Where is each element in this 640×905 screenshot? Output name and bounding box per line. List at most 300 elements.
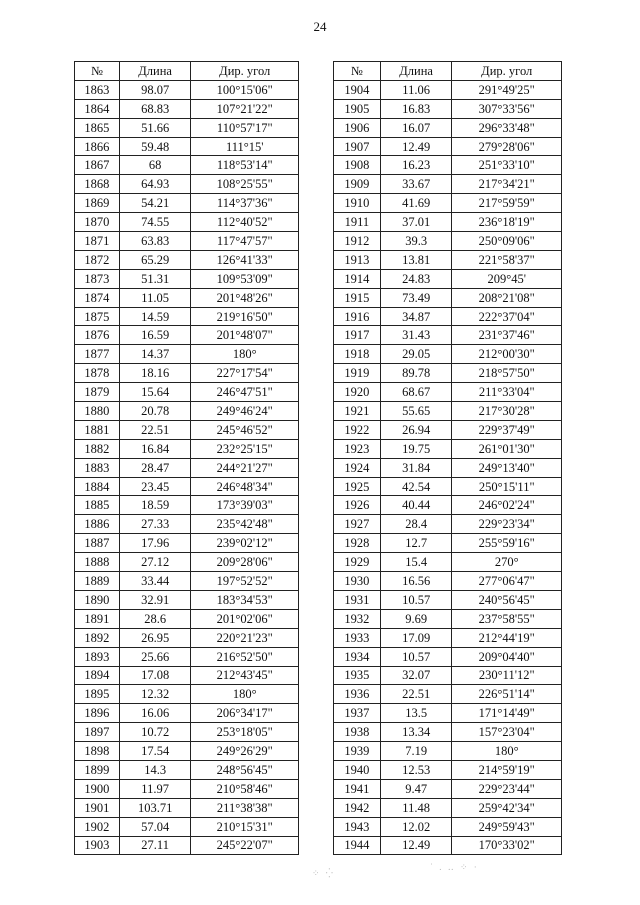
table-row <box>334 647 562 666</box>
table-row <box>334 666 562 685</box>
cell-length: 11.05 <box>119 288 191 307</box>
cell-angle: 180° <box>452 742 562 761</box>
table-row <box>334 439 562 458</box>
cell-angle: 248°56'45" <box>191 760 299 779</box>
cell-number: 1898 <box>75 742 120 761</box>
cell-length: 16.59 <box>119 326 191 345</box>
cell-angle: 211°33'04" <box>452 383 562 402</box>
cell-length: 31.43 <box>380 326 452 345</box>
cell-number: 1879 <box>75 383 120 402</box>
header-number: № <box>75 62 120 81</box>
cell-number: 1900 <box>75 779 120 798</box>
cell-length: 22.51 <box>380 685 452 704</box>
table-header-row <box>75 62 299 81</box>
table-row <box>75 742 299 761</box>
cell-number: 1880 <box>75 402 120 421</box>
cell-number: 1943 <box>334 817 381 836</box>
cell-length: 14.37 <box>119 345 191 364</box>
cell-length: 103.71 <box>119 798 191 817</box>
table-row <box>334 307 562 326</box>
cell-angle: 100°15'06" <box>191 80 299 99</box>
cell-number: 1863 <box>75 80 120 99</box>
table-row <box>75 477 299 496</box>
cell-length: 13.81 <box>380 250 452 269</box>
table-body-left <box>75 80 299 855</box>
table-row <box>334 232 562 251</box>
table-row <box>75 250 299 269</box>
table-row <box>75 383 299 402</box>
cell-angle: 180° <box>191 345 299 364</box>
cell-length: 20.78 <box>119 402 191 421</box>
cell-angle: 212°00'30" <box>452 345 562 364</box>
table-row <box>75 307 299 326</box>
cell-angle: 270° <box>452 553 562 572</box>
cell-length: 16.56 <box>380 572 452 591</box>
table-row <box>334 704 562 723</box>
table-row <box>334 760 562 779</box>
cell-angle: 117°47'57" <box>191 232 299 251</box>
table-row <box>75 194 299 213</box>
cell-length: 16.07 <box>380 118 452 137</box>
cell-angle: 170°33'02" <box>452 836 562 855</box>
table-row <box>334 798 562 817</box>
table-row <box>334 742 562 761</box>
cell-number: 1912 <box>334 232 381 251</box>
table-row <box>334 609 562 628</box>
cell-length: 27.12 <box>119 553 191 572</box>
cell-length: 17.08 <box>119 666 191 685</box>
cell-number: 1920 <box>334 383 381 402</box>
cell-length: 12.02 <box>380 817 452 836</box>
table-row <box>334 345 562 364</box>
cell-number: 1896 <box>75 704 120 723</box>
cell-angle: 157°23'04" <box>452 723 562 742</box>
cell-angle: 239°02'12" <box>191 534 299 553</box>
table-row <box>75 496 299 515</box>
cell-number: 1941 <box>334 779 381 798</box>
table-row <box>334 99 562 118</box>
table-row <box>75 288 299 307</box>
cell-angle: 251°33'10" <box>452 156 562 175</box>
cell-angle: 201°48'07" <box>191 326 299 345</box>
cell-angle: 249°46'24" <box>191 402 299 421</box>
cell-number: 1892 <box>75 628 120 647</box>
table-row <box>334 553 562 572</box>
cell-length: 68 <box>119 156 191 175</box>
cell-length: 26.94 <box>380 420 452 439</box>
table-row <box>75 515 299 534</box>
cell-number: 1926 <box>334 496 381 515</box>
cell-angle: 291°49'25" <box>452 80 562 99</box>
cell-angle: 217°34'21" <box>452 175 562 194</box>
cell-number: 1932 <box>334 609 381 628</box>
cell-angle: 197°52'52" <box>191 572 299 591</box>
cell-length: 10.57 <box>380 647 452 666</box>
cell-length: 23.45 <box>119 477 191 496</box>
table-row <box>334 402 562 421</box>
cell-number: 1944 <box>334 836 381 855</box>
cell-number: 1935 <box>334 666 381 685</box>
cell-length: 12.49 <box>380 137 452 156</box>
cell-number: 1895 <box>75 685 120 704</box>
table-row <box>75 213 299 232</box>
cell-length: 34.87 <box>380 307 452 326</box>
cell-length: 28.6 <box>119 609 191 628</box>
cell-number: 1872 <box>75 250 120 269</box>
cell-angle: 171°14'49" <box>452 704 562 723</box>
table-row <box>75 817 299 836</box>
cell-number: 1882 <box>75 439 120 458</box>
table-row <box>75 628 299 647</box>
cell-angle: 229°37'49" <box>452 420 562 439</box>
cell-length: 68.67 <box>380 383 452 402</box>
cell-angle: 246°48'34" <box>191 477 299 496</box>
table-row <box>334 194 562 213</box>
cell-angle: 114°37'36" <box>191 194 299 213</box>
table-row <box>75 609 299 628</box>
cell-number: 1915 <box>334 288 381 307</box>
cell-angle: 250°15'11" <box>452 477 562 496</box>
table-row <box>75 666 299 685</box>
cell-number: 1929 <box>334 553 381 572</box>
cell-number: 1870 <box>75 213 120 232</box>
cell-length: 10.57 <box>380 590 452 609</box>
cell-angle: 208°21'08" <box>452 288 562 307</box>
table-row <box>75 723 299 742</box>
table-row <box>334 496 562 515</box>
table-row <box>75 420 299 439</box>
cell-length: 27.33 <box>119 515 191 534</box>
cell-number: 1931 <box>334 590 381 609</box>
table-row <box>75 326 299 345</box>
table-row <box>334 326 562 345</box>
cell-angle: 126°41'33" <box>191 250 299 269</box>
cell-length: 13.5 <box>380 704 452 723</box>
cell-number: 1939 <box>334 742 381 761</box>
cell-number: 1933 <box>334 628 381 647</box>
header-number: № <box>334 62 381 81</box>
cell-length: 64.93 <box>119 175 191 194</box>
cell-number: 1899 <box>75 760 120 779</box>
table-row <box>334 779 562 798</box>
table-row <box>334 213 562 232</box>
cell-number: 1908 <box>334 156 381 175</box>
cell-angle: 173°39'03" <box>191 496 299 515</box>
table-row <box>334 288 562 307</box>
cell-number: 1897 <box>75 723 120 742</box>
table-row <box>75 345 299 364</box>
cell-number: 1894 <box>75 666 120 685</box>
cell-number: 1874 <box>75 288 120 307</box>
cell-length: 73.49 <box>380 288 452 307</box>
cell-angle: 210°58'46" <box>191 779 299 798</box>
cell-angle: 245°46'52" <box>191 420 299 439</box>
cell-number: 1901 <box>75 798 120 817</box>
cell-length: 40.44 <box>380 496 452 515</box>
cell-number: 1871 <box>75 232 120 251</box>
table-row <box>334 628 562 647</box>
cell-number: 1891 <box>75 609 120 628</box>
cell-length: 17.96 <box>119 534 191 553</box>
cell-angle: 259°42'34" <box>452 798 562 817</box>
cell-length: 63.83 <box>119 232 191 251</box>
cell-length: 19.75 <box>380 439 452 458</box>
table-row <box>334 269 562 288</box>
cell-angle: 255°59'16" <box>452 534 562 553</box>
cell-length: 74.55 <box>119 213 191 232</box>
cell-length: 32.07 <box>380 666 452 685</box>
cell-angle: 109°53'09" <box>191 269 299 288</box>
cell-angle: 217°59'59" <box>452 194 562 213</box>
table-row <box>75 798 299 817</box>
cell-length: 54.21 <box>119 194 191 213</box>
header-angle: Дир. угол <box>452 62 562 81</box>
cell-length: 15.64 <box>119 383 191 402</box>
scan-smudge: ˙ . ‥ ⁘ · <box>430 862 479 872</box>
cell-number: 1876 <box>75 326 120 345</box>
cell-length: 89.78 <box>380 364 452 383</box>
cell-angle: 250°09'06" <box>452 232 562 251</box>
cell-number: 1923 <box>334 439 381 458</box>
cell-number: 1867 <box>75 156 120 175</box>
cell-number: 1930 <box>334 572 381 591</box>
table-row <box>334 590 562 609</box>
cell-angle: 222°37'04" <box>452 307 562 326</box>
header-angle: Дир. угол <box>191 62 299 81</box>
table-row <box>75 80 299 99</box>
cell-length: 33.44 <box>119 572 191 591</box>
cell-length: 28.4 <box>380 515 452 534</box>
table-header-row <box>334 62 562 81</box>
cell-length: 65.29 <box>119 250 191 269</box>
cell-number: 1927 <box>334 515 381 534</box>
cell-length: 18.59 <box>119 496 191 515</box>
cell-angle: 253°18'05" <box>191 723 299 742</box>
table-row <box>75 439 299 458</box>
table-row <box>334 477 562 496</box>
cell-number: 1893 <box>75 647 120 666</box>
cell-angle: 246°47'51" <box>191 383 299 402</box>
cell-angle: 232°25'15" <box>191 439 299 458</box>
cell-length: 15.4 <box>380 553 452 572</box>
cell-angle: 108°25'55" <box>191 175 299 194</box>
cell-angle: 249°13'40" <box>452 458 562 477</box>
cell-angle: 209°45' <box>452 269 562 288</box>
cell-angle: 211°38'38" <box>191 798 299 817</box>
cell-length: 13.34 <box>380 723 452 742</box>
cell-angle: 226°51'14" <box>452 685 562 704</box>
table-row <box>75 269 299 288</box>
table-body-right <box>334 80 562 855</box>
cell-length: 14.59 <box>119 307 191 326</box>
cell-length: 51.66 <box>119 118 191 137</box>
cell-number: 1918 <box>334 345 381 364</box>
cell-length: 57.04 <box>119 817 191 836</box>
cell-length: 28.47 <box>119 458 191 477</box>
cell-angle: 214°59'19" <box>452 760 562 779</box>
table-row <box>75 458 299 477</box>
cell-length: 98.07 <box>119 80 191 99</box>
cell-angle: 212°43'45" <box>191 666 299 685</box>
cell-number: 1886 <box>75 515 120 534</box>
cell-number: 1922 <box>334 420 381 439</box>
cell-angle: 236°18'19" <box>452 213 562 232</box>
cell-number: 1873 <box>75 269 120 288</box>
cell-angle: 231°37'46" <box>452 326 562 345</box>
cell-number: 1883 <box>75 458 120 477</box>
cell-number: 1875 <box>75 307 120 326</box>
cell-length: 12.7 <box>380 534 452 553</box>
cell-number: 1888 <box>75 553 120 572</box>
table-row <box>334 817 562 836</box>
cell-number: 1928 <box>334 534 381 553</box>
cell-angle: 118°53'14" <box>191 156 299 175</box>
cell-number: 1868 <box>75 175 120 194</box>
cell-number: 1902 <box>75 817 120 836</box>
cell-angle: 235°42'48" <box>191 515 299 534</box>
cell-length: 27.11 <box>119 836 191 855</box>
cell-length: 11.48 <box>380 798 452 817</box>
table-row <box>334 80 562 99</box>
cell-number: 1914 <box>334 269 381 288</box>
table-row <box>334 836 562 855</box>
cell-angle: 217°30'28" <box>452 402 562 421</box>
table-row <box>75 836 299 855</box>
cell-angle: 112°40'52" <box>191 213 299 232</box>
cell-number: 1884 <box>75 477 120 496</box>
cell-angle: 209°28'06" <box>191 553 299 572</box>
cell-angle: 216°52'50" <box>191 647 299 666</box>
cell-angle: 249°59'43" <box>452 817 562 836</box>
coordinates-table-right <box>333 61 562 855</box>
table-row <box>334 572 562 591</box>
table-row <box>75 685 299 704</box>
cell-angle: 201°48'26" <box>191 288 299 307</box>
cell-angle: 240°56'45" <box>452 590 562 609</box>
table-row <box>75 647 299 666</box>
cell-number: 1905 <box>334 99 381 118</box>
cell-length: 26.95 <box>119 628 191 647</box>
cell-number: 1878 <box>75 364 120 383</box>
cell-length: 24.83 <box>380 269 452 288</box>
table-row <box>334 156 562 175</box>
cell-length: 11.97 <box>119 779 191 798</box>
table-row <box>75 572 299 591</box>
cell-angle: 244°21'27" <box>191 458 299 477</box>
cell-length: 9.69 <box>380 609 452 628</box>
cell-number: 1917 <box>334 326 381 345</box>
table-row <box>75 118 299 137</box>
cell-angle: 237°58'55" <box>452 609 562 628</box>
table-row <box>334 458 562 477</box>
cell-length: 31.84 <box>380 458 452 477</box>
header-length: Длина <box>380 62 452 81</box>
cell-number: 1887 <box>75 534 120 553</box>
cell-angle: 229°23'34" <box>452 515 562 534</box>
page-number: 24 <box>313 19 327 34</box>
table-row <box>75 364 299 383</box>
cell-number: 1934 <box>334 647 381 666</box>
cell-angle: 261°01'30" <box>452 439 562 458</box>
cell-length: 7.19 <box>380 742 452 761</box>
cell-length: 16.23 <box>380 156 452 175</box>
table-row <box>334 383 562 402</box>
cell-length: 37.01 <box>380 213 452 232</box>
table-row <box>75 590 299 609</box>
cell-length: 59.48 <box>119 137 191 156</box>
cell-angle: 218°57'50" <box>452 364 562 383</box>
table-row <box>75 760 299 779</box>
cell-angle: 111°15' <box>191 137 299 156</box>
cell-length: 12.32 <box>119 685 191 704</box>
cell-length: 68.83 <box>119 99 191 118</box>
cell-length: 9.47 <box>380 779 452 798</box>
table-row <box>334 118 562 137</box>
cell-length: 16.84 <box>119 439 191 458</box>
table-row <box>75 99 299 118</box>
cell-angle: 110°57'17" <box>191 118 299 137</box>
cell-angle: 229°23'44" <box>452 779 562 798</box>
cell-number: 1925 <box>334 477 381 496</box>
cell-angle: 220°21'23" <box>191 628 299 647</box>
cell-angle: 227°17'54" <box>191 364 299 383</box>
cell-angle: 212°44'19" <box>452 628 562 647</box>
cell-length: 14.3 <box>119 760 191 779</box>
cell-length: 17.54 <box>119 742 191 761</box>
cell-number: 1937 <box>334 704 381 723</box>
cell-angle: 210°15'31" <box>191 817 299 836</box>
cell-angle: 279°28'06" <box>452 137 562 156</box>
cell-number: 1890 <box>75 590 120 609</box>
cell-number: 1910 <box>334 194 381 213</box>
cell-angle: 107°21'22" <box>191 99 299 118</box>
cell-length: 51.31 <box>119 269 191 288</box>
cell-length: 16.06 <box>119 704 191 723</box>
cell-number: 1907 <box>334 137 381 156</box>
cell-number: 1916 <box>334 307 381 326</box>
cell-angle: 277°06'47" <box>452 572 562 591</box>
cell-angle: 221°58'37" <box>452 250 562 269</box>
cell-number: 1864 <box>75 99 120 118</box>
table-row <box>334 420 562 439</box>
cell-angle: 296°33'48" <box>452 118 562 137</box>
cell-angle: 307°33'56" <box>452 99 562 118</box>
table-row <box>75 156 299 175</box>
table-row <box>75 175 299 194</box>
cell-length: 33.67 <box>380 175 452 194</box>
cell-length: 41.69 <box>380 194 452 213</box>
cell-angle: 201°02'06" <box>191 609 299 628</box>
cell-length: 16.83 <box>380 99 452 118</box>
table-row <box>334 515 562 534</box>
table-row <box>334 534 562 553</box>
cell-length: 25.66 <box>119 647 191 666</box>
cell-number: 1865 <box>75 118 120 137</box>
cell-length: 39.3 <box>380 232 452 251</box>
table-row <box>75 137 299 156</box>
cell-number: 1938 <box>334 723 381 742</box>
cell-number: 1869 <box>75 194 120 213</box>
cell-number: 1889 <box>75 572 120 591</box>
cell-angle: 206°34'17" <box>191 704 299 723</box>
table-row <box>75 779 299 798</box>
table-row <box>334 137 562 156</box>
cell-number: 1877 <box>75 345 120 364</box>
cell-number: 1942 <box>334 798 381 817</box>
cell-number: 1909 <box>334 175 381 194</box>
cell-length: 22.51 <box>119 420 191 439</box>
table-row <box>334 250 562 269</box>
